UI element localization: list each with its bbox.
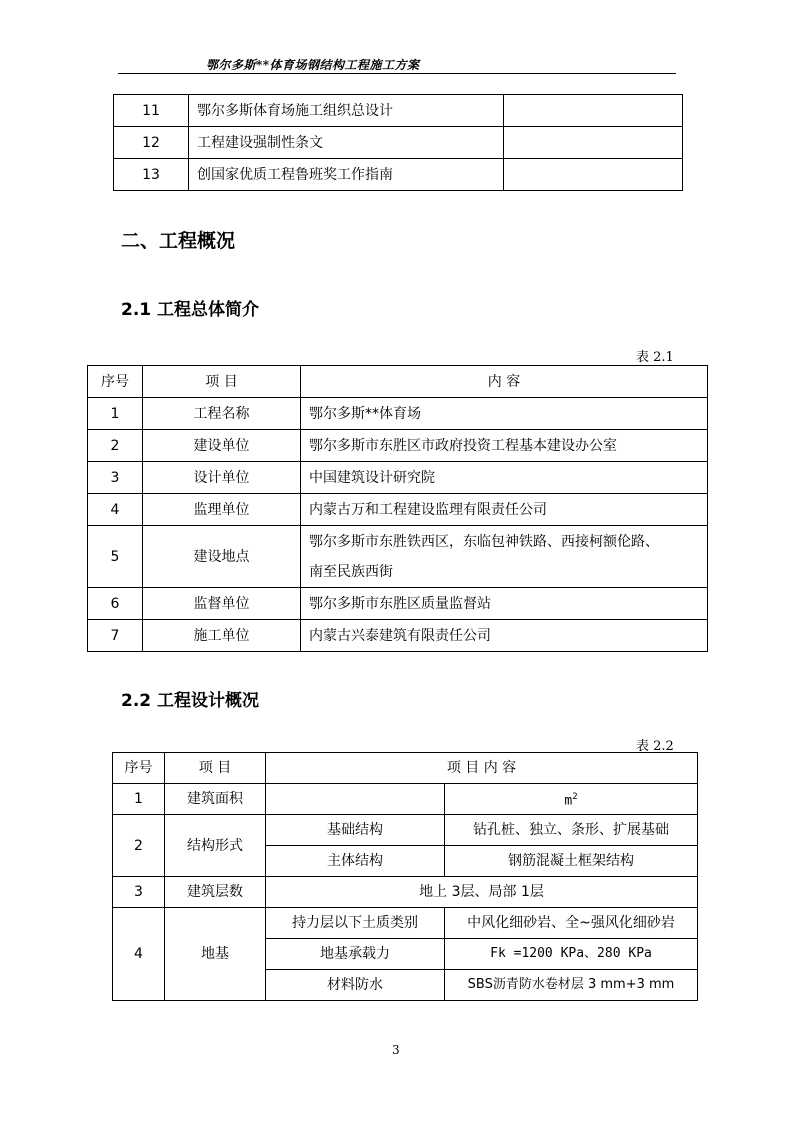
col-header-item: 项 目 [165,753,266,784]
row-content-line: 南至民族西街 [309,563,393,580]
row-item: 监理单位 [143,494,301,526]
row-number: 13 [114,159,189,191]
row-item: 施工单位 [143,620,301,652]
sub-item-label: 持力层以下土质类别 [266,908,445,939]
table-caption: 表 2.1 [636,350,674,365]
row-item: 监督单位 [143,588,301,620]
row-number: 12 [114,127,189,159]
col-header-content: 内 容 [301,366,708,398]
table-row [114,95,683,127]
col-header-no: 序号 [88,366,143,398]
row-item: 设计单位 [143,462,301,494]
sub-item-value: 钢筋混凝土框架结构 [445,846,698,877]
section-heading: 二、工程概况 [121,230,236,252]
sub-item-value: 中风化细砂岩、全~强风化细砂岩 [445,908,698,939]
table-row [88,588,708,620]
area-value [266,784,445,815]
table-row [88,398,708,430]
table-row [88,620,708,652]
table-row [113,908,698,939]
row-number: 4 [113,908,165,1001]
doc-name: 鄂尔多斯体育场施工组织总设计 [189,95,504,127]
overview-table [87,365,708,652]
sub-item-value: Fk =1200 KPa、280 KPa [445,939,698,970]
unit-exponent: 2 [572,791,578,802]
sub-item-value: 钻孔桩、独立、条形、扩展基础 [445,815,698,846]
sub-item-label: 地基承载力 [266,939,445,970]
row-item: 建筑面积 [165,784,266,815]
row-number: 2 [113,815,165,877]
table-row [113,784,698,815]
row-item: 建筑层数 [165,877,266,908]
row-number: 5 [88,526,143,588]
row-number: 1 [88,398,143,430]
row-number: 1 [113,784,165,815]
sub-item-label: 材料防水 [266,970,445,1001]
table-row [114,159,683,191]
doc-note [504,95,683,127]
table-row [88,526,708,588]
row-number: 3 [113,877,165,908]
table-row [114,127,683,159]
row-content: 鄂尔多斯市东胜区质量监督站 [301,588,708,620]
row-item: 工程名称 [143,398,301,430]
row-item: 结构形式 [165,815,266,877]
table-header-row [113,753,698,784]
row-number: 4 [88,494,143,526]
row-number: 7 [88,620,143,652]
row-number: 11 [114,95,189,127]
subsection-heading: 2.1 工程总体简介 [121,300,260,320]
table-row [88,430,708,462]
doc-name: 工程建设强制性条文 [189,127,504,159]
table-row [113,815,698,846]
row-content: 地上 3层、局部 1层 [266,877,698,908]
row-content: 鄂尔多斯**体育场 [301,398,708,430]
table-row [88,462,708,494]
header-rule [118,73,676,74]
sub-item-value: SBS沥青防水卷材层 3 mm+3 mm [445,970,698,1001]
running-header: 鄂尔多斯**体育场钢结构工程施工方案 [206,58,420,72]
row-content: 中国建筑设计研究院 [301,462,708,494]
row-content: 鄂尔多斯市东胜区市政府投资工程基本建设办公室 [301,430,708,462]
doc-note [504,159,683,191]
col-header-content: 项 目 内 容 [266,753,698,784]
row-number: 2 [88,430,143,462]
table-row [113,877,698,908]
doc-note [504,127,683,159]
table-caption: 表 2.2 [636,739,674,754]
table-row [88,494,708,526]
page-number: 3 [392,1043,400,1057]
col-header-item: 项 目 [143,366,301,398]
subsection-heading: 2.2 工程设计概况 [121,691,260,711]
row-item: 地基 [165,908,266,1001]
area-unit [445,784,698,815]
table-header-row [88,366,708,398]
row-content: 内蒙古万和工程建设监理有限责任公司 [301,494,708,526]
sub-item-label: 基础结构 [266,815,445,846]
design-table [112,752,698,1001]
row-content: 内蒙古兴泰建筑有限责任公司 [301,620,708,652]
row-item: 建设地点 [143,526,301,588]
reference-table [113,94,683,191]
row-number: 3 [88,462,143,494]
row-number: 6 [88,588,143,620]
doc-name: 创国家优质工程鲁班奖工作指南 [189,159,504,191]
row-content [301,526,708,588]
row-item: 建设单位 [143,430,301,462]
sub-item-label: 主体结构 [266,846,445,877]
row-content-line: 鄂尔多斯市东胜铁西区，东临包神铁路、西接柯额伦路、 [309,533,659,550]
unit-base: m [564,793,573,809]
col-header-no: 序号 [113,753,165,784]
